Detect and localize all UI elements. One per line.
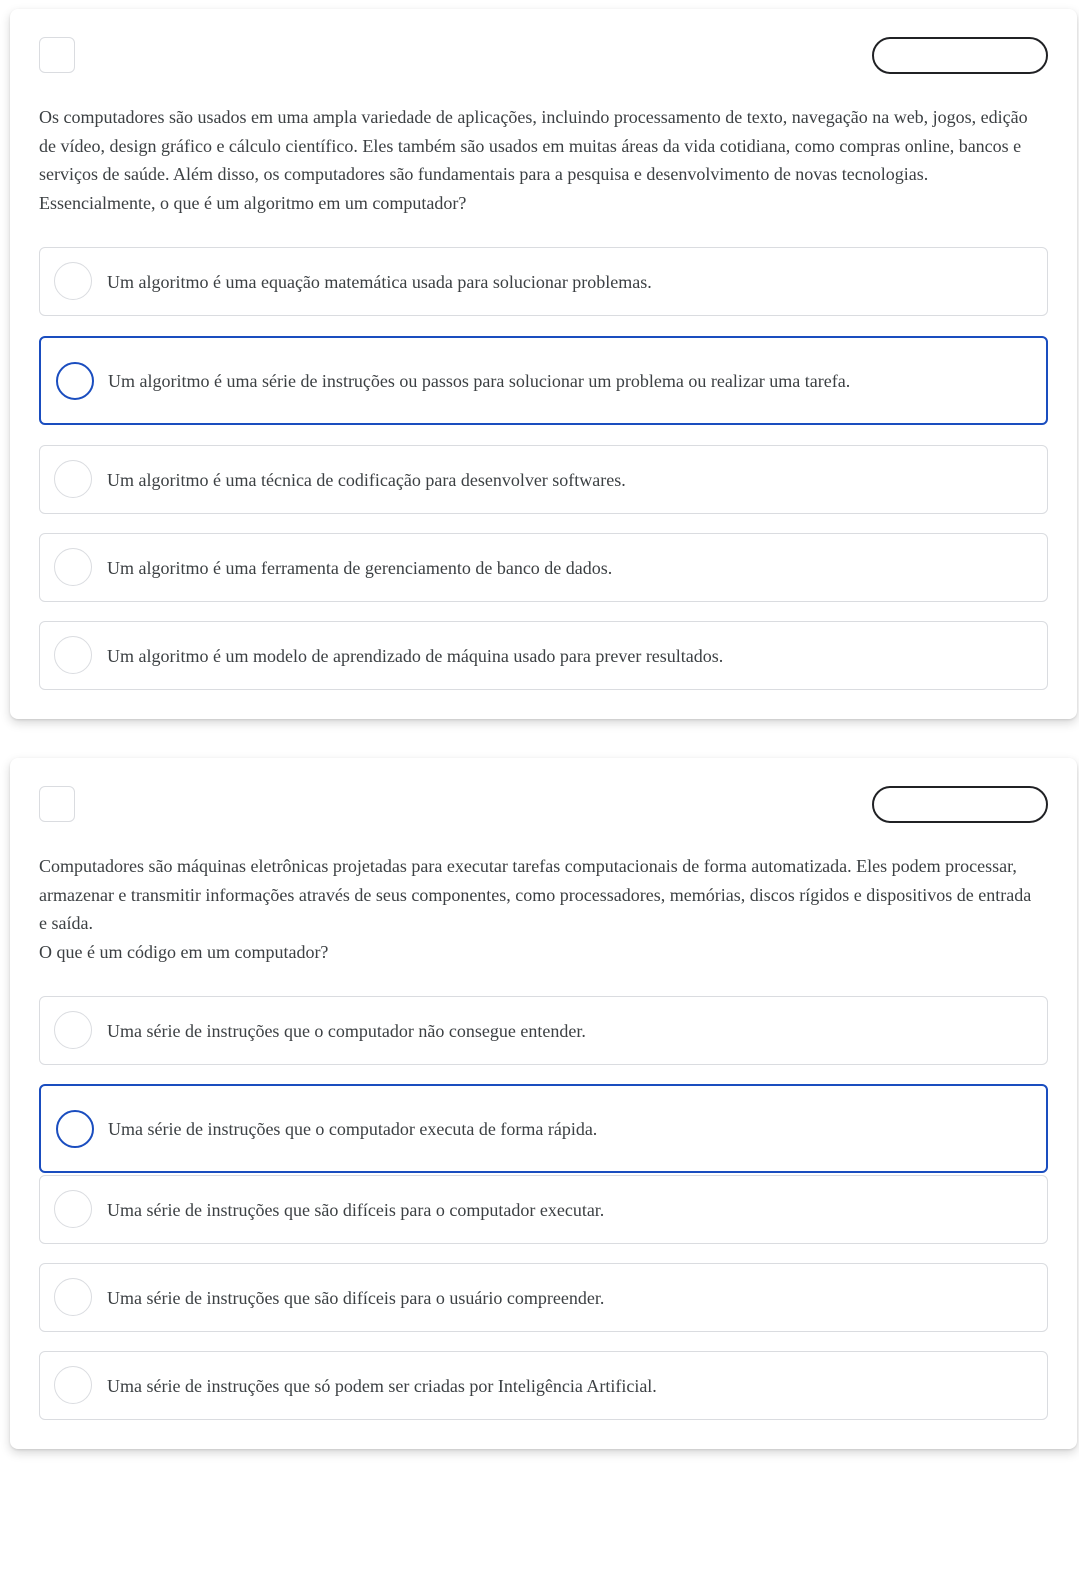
answer-option-label: Uma série de instruções que são difíceis para o usuário compreender. xyxy=(107,1288,605,1308)
question-checkbox[interactable] xyxy=(39,786,75,822)
radio-button-icon[interactable] xyxy=(56,1110,94,1148)
question-action-pill[interactable] xyxy=(872,37,1048,74)
answer-option-label: Uma série de instruções que o computador não consegue entender. xyxy=(107,1021,586,1041)
answer-option-selected[interactable] xyxy=(39,1084,1048,1173)
radio-button-icon[interactable] xyxy=(54,1190,92,1228)
answer-option-label: Uma série de instruções que o computador executa de forma rápida. xyxy=(108,1119,598,1139)
radio-button-icon[interactable] xyxy=(54,636,92,674)
answer-option-selected[interactable] xyxy=(39,336,1048,425)
answer-option[interactable] xyxy=(39,1351,1048,1420)
answer-option-label: Um algoritmo é uma equação matemática usada para solucionar problemas. xyxy=(107,272,652,292)
answer-option-label: Um algoritmo é uma série de instruções ou passos para solucionar um problema ou realizar uma tarefa. xyxy=(108,371,851,391)
question-action-pill[interactable] xyxy=(872,786,1048,823)
answer-option-label: Uma série de instruções que são difíceis para o computador executar. xyxy=(107,1200,605,1220)
question-text: Os computadores são usados em uma ampla variedade de aplicações, incluindo processamento de texto, navegação na web, jogos, edição de vídeo, design gráfico e cálculo científico. Eles também são usados em muitas áreas da vida cotidiana, como compras online, bancos e serviços de saúde. Além disso, os computadores são fundamentais para a pesquisa e desenvolvimento de novas tecnologias. Essencialmente, o que é um algoritmo em um computador? xyxy=(39,107,1028,213)
answer-option-label: Um algoritmo é um modelo de aprendizado de máquina usado para prever resultados. xyxy=(107,646,724,666)
question-checkbox[interactable] xyxy=(39,37,75,73)
answer-option[interactable] xyxy=(39,445,1048,514)
radio-button-icon[interactable] xyxy=(56,362,94,400)
question-card xyxy=(10,758,1077,1449)
radio-button-icon[interactable] xyxy=(54,460,92,498)
question-text: Computadores são máquinas eletrônicas projetadas para executar tarefas computacionais de forma automatizada. Eles podem processar, armazenar e transmitir informações através de seus componentes, como processadores, memórias, discos rígidos e dispositivos de entrada e saída. O que é um código em um computador? xyxy=(39,856,1032,962)
answer-option-label: Um algoritmo é uma técnica de codificação para desenvolver softwares. xyxy=(107,470,626,490)
radio-button-icon[interactable] xyxy=(54,548,92,586)
answer-option[interactable] xyxy=(39,533,1048,602)
radio-button-icon[interactable] xyxy=(54,1278,92,1316)
answer-option[interactable] xyxy=(39,996,1048,1065)
answer-option-label: Um algoritmo é uma ferramenta de gerenciamento de banco de dados. xyxy=(107,558,613,578)
radio-button-icon[interactable] xyxy=(54,262,92,300)
answer-option-label: Uma série de instruções que só podem ser criadas por Inteligência Artificial. xyxy=(107,1376,657,1396)
answer-option[interactable] xyxy=(39,1175,1048,1244)
radio-button-icon[interactable] xyxy=(54,1366,92,1404)
answer-option[interactable] xyxy=(39,621,1048,690)
answer-option[interactable] xyxy=(39,247,1048,316)
radio-button-icon[interactable] xyxy=(54,1011,92,1049)
answer-option[interactable] xyxy=(39,1263,1048,1332)
question-card xyxy=(10,9,1077,719)
